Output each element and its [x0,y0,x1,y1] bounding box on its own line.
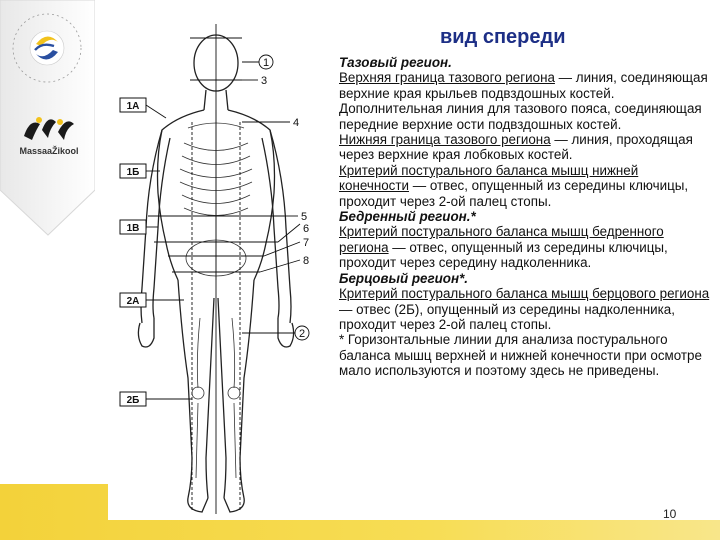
label-3: 3 [260,75,268,87]
label-7: 7 [302,237,310,249]
label-5: 5 [300,211,308,223]
text-run: — отвес, опущенный из середины ключицы, проходит через 2-ой палец стопы. [339,178,689,209]
label-1a: 1А [126,101,140,112]
paragraph [339,209,711,224]
underlined-term: Критерий постурального баланса мышц бедренного региона [339,224,664,255]
academy-logo [8,2,86,94]
hands-logo-icon [20,110,76,144]
skeleton-figure [118,18,330,518]
paragraph [339,163,711,209]
page-number: 10 [663,507,677,521]
underlined-term: Критерий постурального баланса мышц нижней конечности [339,162,639,194]
paragraph [339,132,711,163]
paragraph [339,101,711,132]
underlined-term: Нижняя граница тазового региона [339,132,551,148]
text-run: * Горизонтальные линии для анализа постурального баланса мышц верхней и нижней конечности при осмотре мало используются и поэтому здесь не приведены. [339,332,702,379]
text-run: — отвес, опущенный из середины ключицы, проходит через середину надколенника. [339,239,668,271]
paragraph [339,286,711,332]
label-2b: 2Б [126,395,140,406]
section-heading: Берцовый регион*. [339,270,469,286]
text-run: — отвес (2Б), опущенный из середины надколенника, проходит через 2-ой палец стопы. [339,301,675,332]
paragraph [339,70,711,101]
paragraph [339,55,711,70]
label-8: 8 [302,255,310,267]
text-run: — линия, проходящая через верхние края лобковых костей. [339,132,693,163]
label-2: 2 [298,328,306,340]
label-6: 6 [302,223,310,235]
text-run: Дополнительная линия для тазового пояса, соединяющая передние верхние ости подвздошных костей. [339,101,702,132]
underlined-term: Верхняя граница тазового региона [339,70,555,86]
slide-title: вид спереди [440,26,566,48]
paragraph [339,271,711,286]
body-text [339,55,711,379]
label-1v: 1В [126,223,140,234]
underlined-term: Критерий постурального баланса мышц берцового региона [339,286,710,302]
brand-name: MassaaŽikool [19,146,79,156]
label-2a: 2А [126,296,140,307]
label-4: 4 [292,117,300,129]
text-run: — линия, соединяющая верхние края крыльев подвздошных костей. [339,70,708,101]
paragraph [339,332,711,378]
section-heading: Тазовый регион. [339,55,452,70]
paragraph [339,224,711,270]
label-1: 1 [262,57,270,69]
section-heading: Бедренный регион.* [339,209,476,225]
label-1b: 1Б [126,167,140,178]
